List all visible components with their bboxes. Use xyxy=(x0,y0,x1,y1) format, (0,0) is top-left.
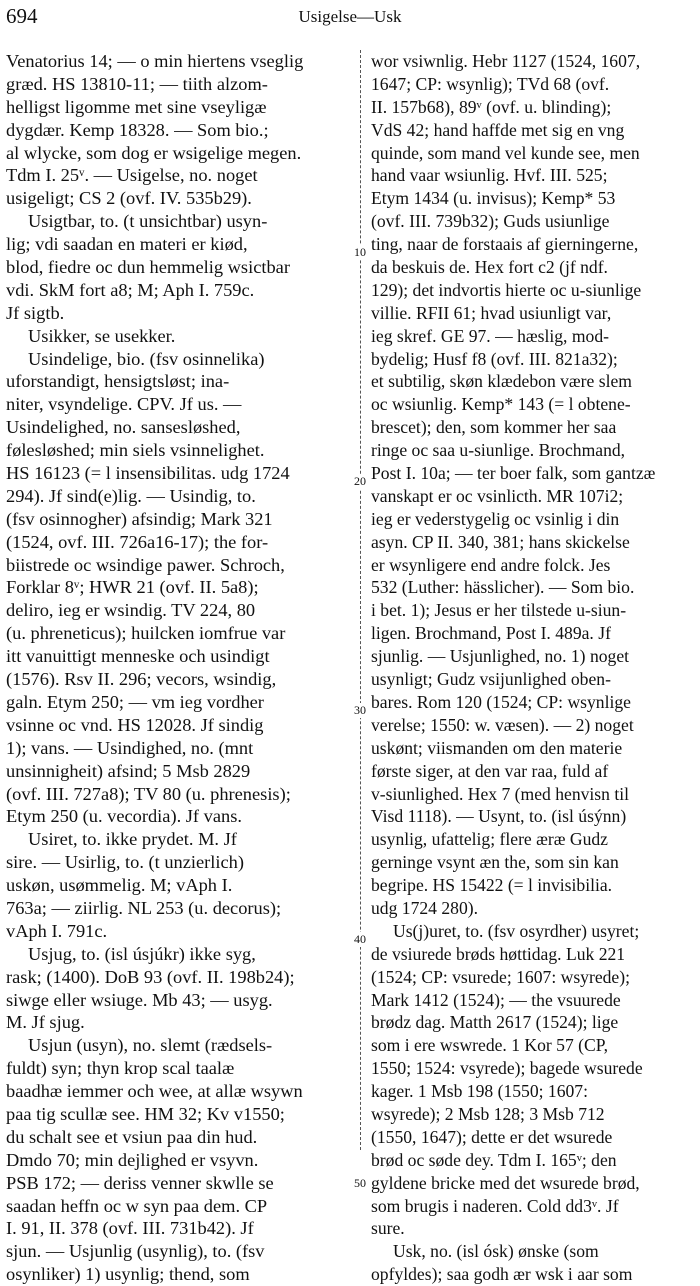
text-line: wsyrede); 2 Msb 128; 3 Msb 712 xyxy=(371,1103,605,1124)
text-line: wor vsiwnlig. Hebr 1127 (1524, 1607, xyxy=(371,51,641,71)
text-line: (ovf. III. 727a8); TV 80 (u. phrenesis); xyxy=(6,783,291,804)
text-line: de vsiurede brøds høttidag. Luk 221 xyxy=(371,943,626,964)
text-line: quinde, som mand vel kunde see, men xyxy=(371,142,640,163)
text-line: Etym 1434 (u. invisus); Kemp* 53 xyxy=(371,188,616,209)
text-line: du schalt see et vsiun paa din hud. xyxy=(6,1126,258,1147)
text-line: 294). Jf sind(e)lig. — Usindig, to. xyxy=(6,485,256,506)
text-line: opfyldes); saa godh ær wsk i aar som xyxy=(371,1264,633,1285)
text-line: VdS 42; hand haffde met sig en vng xyxy=(371,119,625,140)
text-line: Usk, no. (isl ósk) ønske (som xyxy=(393,1241,599,1262)
text-line: sjunlig. — Usjunlighed, no. 1) noget xyxy=(371,646,630,667)
text-line: Dmdo 70; min dejlighed er vsyvn. xyxy=(6,1149,259,1170)
text-line: biistrede oc wsindige pawer. Schroch, xyxy=(6,554,285,575)
text-line: paa tig scullæ see. HM 32; Kv v1550; xyxy=(6,1103,285,1124)
text-line: osynliker) 1) usynlig; thend, som xyxy=(6,1264,250,1285)
text-line: (1524; CP: vsurede; 1607: wsyrede); xyxy=(371,966,630,987)
text-line: Us(j)uret, to. (fsv osyrdher) usyret; xyxy=(393,920,640,941)
line-number: 30 xyxy=(350,703,370,718)
line-number: 50 xyxy=(350,1176,370,1191)
text-line: Post I. 10a; — ter boer falk, som gantzæ xyxy=(371,463,656,484)
text-line: 129); det indvortis hierte oc u-siunlige xyxy=(371,279,642,300)
line-number: 10 xyxy=(350,245,370,260)
text-line: (fsv osinnogher) afsindig; Mark 321 xyxy=(6,508,273,529)
text-line: ieg er vederstygelig oc vsinlig i din xyxy=(371,508,620,529)
text-line: Tdm I. 25ᵛ. — Usigelse, no. noget xyxy=(6,165,258,186)
text-line: HS 16123 (= l insensibilitas. udg 1724 xyxy=(6,463,290,484)
text-line: vanskapt er oc vsinlicth. MR 107i2; xyxy=(371,485,624,506)
text-line: verelse; 1550: w. væsen). — 2) noget xyxy=(371,714,634,735)
text-line: brescet); den, som kommer her saa xyxy=(371,417,617,438)
text-line: ligen. Brochmand, Post I. 489a. Jf xyxy=(371,623,611,644)
text-line: brødz dag. Matth 2617 (1524); lige xyxy=(371,1012,619,1033)
text-line: Etym 250 (u. vecordia). Jf vans. xyxy=(6,806,242,827)
text-line: 763a; — ziirlig. NL 253 (u. decorus); xyxy=(6,897,282,918)
text-line: i bet. 1); Jesus er her tilstede u-siun- xyxy=(371,600,627,621)
text-line: bydelig; Husf f8 (ovf. III. 821a32); xyxy=(371,348,618,369)
text-line: brød oc søde dey. Tdm I. 165ᵛ; den xyxy=(371,1149,617,1170)
text-line: Usjug, to. (isl úsjúkr) ikke syg, xyxy=(28,943,256,964)
text-line: fuldt) syn; thyn krop scal taalæ xyxy=(6,1058,235,1079)
text-line: itt vanuittigt menneske och usindigt xyxy=(6,646,270,667)
text-line: 1647; CP: wsynlig); TVd 68 (ovf. xyxy=(371,73,610,94)
text-line: (u. phreneticus); huilcken iomfrue var xyxy=(6,623,286,644)
text-line: oc wsiunlig. Kemp* 143 (= l obtene- xyxy=(371,394,631,415)
line-number: 40 xyxy=(350,932,370,947)
text-line: Jf sigtb. xyxy=(6,302,65,323)
text-line: ting, naar de forstaais af gierningerne, xyxy=(371,234,639,255)
text-line: (1576). Rsv II. 296; vecors, wsindig, xyxy=(6,669,277,690)
text-line: uskøn, usømmelig. M; vAph I. xyxy=(6,875,233,896)
text-line: blod, fiedre oc dun hemmelig wsictbar xyxy=(6,257,290,278)
text-line: Usikker, se usekker. xyxy=(28,325,176,346)
text-line: 1); vans. — Usindighed, no. (mnt xyxy=(6,737,254,758)
text-line: Usiret, to. ikke prydet. M. Jf xyxy=(28,829,237,850)
text-line: vAph I. 791c. xyxy=(6,920,108,941)
right-column xyxy=(371,50,696,1286)
text-line: Usigtbar, to. (t unsichtbar) usyn- xyxy=(28,211,268,232)
text-line: Mark 1412 (1524); — the vsuurede xyxy=(371,989,621,1010)
text-line: vdi. SkM fort a8; M; Aph I. 759c. xyxy=(6,279,255,300)
text-line: lig; vdi saadan en materi er kiød, xyxy=(6,234,248,255)
text-line: (ovf. III. 739b32); Guds usiunlige xyxy=(371,211,610,232)
text-line: usigeligt; CS 2 (ovf. IV. 535b29). xyxy=(6,188,252,209)
text-line: M. Jf sjug. xyxy=(6,1012,85,1033)
running-head: Usigelse—Usk xyxy=(298,7,402,26)
text-line: Usindelighed, no. sansesløshed, xyxy=(6,417,241,438)
text-line: et subtilig, skøn klædebon være slem xyxy=(371,371,632,392)
text-line: galn. Etym 250; — vm ieg vordher xyxy=(6,691,264,712)
text-line: følesløshed; min siels vsinnelighet. xyxy=(6,440,265,461)
line-number: 20 xyxy=(350,474,370,489)
text-line: helligst ligomme met sine vseyligæ xyxy=(6,96,267,117)
text-line: al wlycke, som dog er wsigelige megen. xyxy=(6,142,302,163)
text-line: ringe oc saa u-siunlige. Brochmand, xyxy=(371,440,626,461)
text-line: udg 1724 280). xyxy=(371,897,479,918)
text-line: begripe. HS 15422 (= l invisibilia. xyxy=(371,875,613,896)
text-line: usynligt; Gudz vsijunlighed oben- xyxy=(371,669,611,690)
text-line: uskønt; viismanden om den materie xyxy=(371,737,623,758)
text-line: deliro, ieg er wsindig. TV 224, 80 xyxy=(6,600,256,621)
page-number: 694 xyxy=(6,4,38,28)
text-line: (1524, ovf. III. 726a16-17); the for- xyxy=(6,531,269,552)
text-line: græd. HS 13810-11; — tiith alzom- xyxy=(6,73,268,94)
text-line: Usjun (usyn), no. slemt (rædsels- xyxy=(28,1035,273,1056)
text-line: da beskuis de. Hex fort c2 (jf ndf. xyxy=(371,257,608,278)
text-line: sure. xyxy=(371,1218,405,1239)
text-line: er wsynligere end andre folck. Jes xyxy=(371,554,611,575)
text-line: asyn. CP II. 340, 381; hans skickelse xyxy=(371,531,630,552)
column-divider xyxy=(360,50,361,1150)
text-line: Venatorius 14; — o min hiertens vseglig xyxy=(6,51,304,71)
text-line: gyldene bricke med det wsurede brød, xyxy=(371,1172,640,1193)
text-line: saadan heffn oc w syn paa dem. CP xyxy=(6,1195,268,1216)
text-line: ieg skref. GE 97. — hæslig, mod- xyxy=(371,325,609,346)
text-line: første siger, at den var raa, fuld af xyxy=(371,760,609,781)
text-line: Usindelige, bio. (fsv osinnelika) xyxy=(28,348,265,369)
text-line: 1550; 1524: vsyrede); bagede wsurede xyxy=(371,1058,643,1079)
text-line: Visd 1118). — Usynt, to. (isl úsýnn) xyxy=(371,806,627,827)
text-line: bares. Rom 120 (1524; CP: wsynlige xyxy=(371,691,631,712)
text-line: sjun. — Usjunlig (usynlig), to. (fsv xyxy=(6,1241,265,1262)
text-line: som brugis i naderen. Cold dd3ᵛ. Jf xyxy=(371,1195,619,1216)
text-line: uforstandigt, hensigtsløst; ina- xyxy=(6,371,230,392)
text-line: (1550, 1647); dette er det wsurede xyxy=(371,1126,613,1147)
text-line: gerninge vsynt æn the, som sin kan xyxy=(371,852,619,873)
text-line: som i ere wswrede. 1 Kor 57 (CP, xyxy=(371,1035,608,1056)
text-line: 532 (Luther: hässlicher). — Som bio. xyxy=(371,577,635,598)
text-line: I. 91, II. 378 (ovf. III. 731b42). Jf xyxy=(6,1218,254,1239)
text-line: hand vaar wsiunlig. Hvf. III. 525; xyxy=(371,165,608,186)
left-column xyxy=(6,50,351,1286)
text-line: kager. 1 Msb 198 (1550; 1607: xyxy=(371,1081,588,1102)
text-line: Forklar 8ᵛ; HWR 21 (ovf. II. 5a8); xyxy=(6,577,259,598)
text-line: PSB 172; — deriss venner skwlle se xyxy=(6,1172,274,1193)
text-line: niter, vsyndelige. CPV. Jf us. — xyxy=(6,394,242,415)
text-line: unsinnigheit) afsind; 5 Msb 2829 xyxy=(6,760,251,781)
text-line: baadhæ iemmer och wee, at allæ wsywn xyxy=(6,1081,303,1102)
text-line: II. 157b68), 89ᵛ (ovf. u. blinding); xyxy=(371,96,612,117)
text-line: vsinne oc vnd. HS 12028. Jf sindig xyxy=(6,714,264,735)
page-header xyxy=(6,4,694,28)
text-line: rask; (1400). DoB 93 (ovf. II. 198b24); xyxy=(6,966,295,987)
text-line: villie. RFII 61; hvad usiunligt var, xyxy=(371,302,612,323)
text-line: usynlig, ufattelig; flere æræ Gudz xyxy=(371,829,608,850)
text-line: siwge eller wsiuge. Mb 43; — usyg. xyxy=(6,989,273,1010)
text-line: sire. — Usirlig, to. (t unzierlich) xyxy=(6,852,245,873)
text-line: v-siunlighed. Hex 7 (med henvisn til xyxy=(371,783,630,804)
text-line: dygdær. Kemp 18328. — Som bio.; xyxy=(6,119,269,140)
